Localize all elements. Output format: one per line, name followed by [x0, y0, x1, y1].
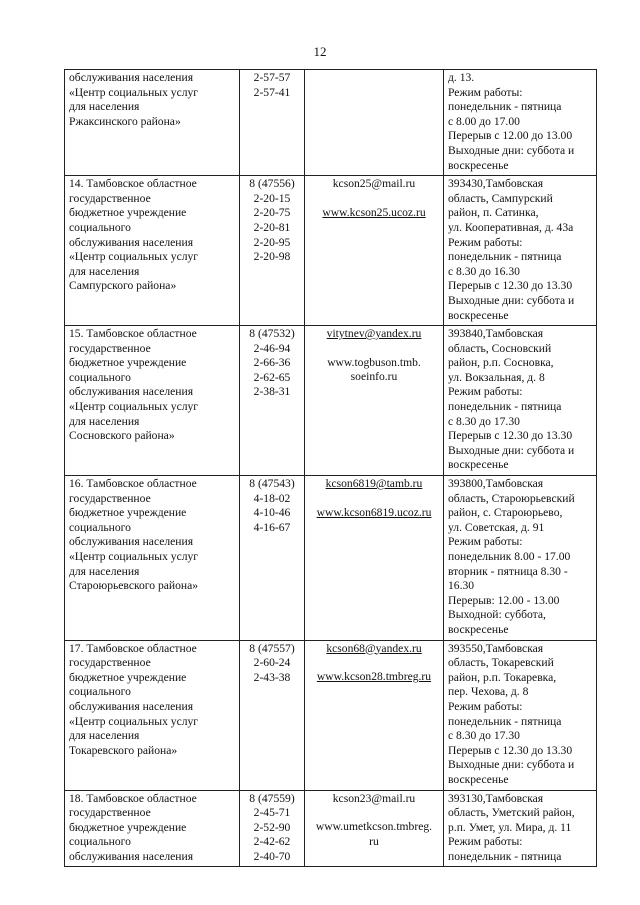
phone-number: 2-52-90: [253, 820, 291, 834]
contacts-cell: [305, 176, 444, 326]
cell-text-line: Выходной: суббота,: [448, 608, 546, 622]
cell-text-line: воскресенье: [448, 622, 509, 636]
cell-text-line: ул. Советская, д. 91: [448, 520, 545, 534]
cell-text-line: для населения: [69, 729, 140, 743]
cell-text-line: обслуживания населения: [69, 71, 194, 84]
phone-number: 2-20-75: [253, 206, 291, 220]
cell-text-line: понедельник 8.00 - 17.00: [448, 550, 571, 563]
cell-text-line: воскресенье: [448, 772, 509, 786]
cell-text-line: Режим работы:: [448, 835, 523, 849]
address-cell: [444, 476, 597, 641]
spacer: [307, 656, 441, 670]
contacts-cell: [305, 326, 444, 476]
email-link[interactable]: vitytnev@yandex.ru: [326, 327, 422, 341]
organization-cell: [65, 790, 240, 867]
page-number: 12: [313, 44, 327, 59]
cell-text-line: 393840,Тамбовская: [448, 327, 544, 341]
website-link[interactable]: soeinfo.ru: [350, 370, 398, 384]
cell-text-line: Выходные дни: суббота и: [448, 143, 575, 157]
cell-text-line: Выходные дни: суббота и: [448, 293, 575, 307]
email-link[interactable]: kcson68@yandex.ru: [326, 641, 422, 655]
phones-cell: [240, 326, 305, 476]
spacer: [307, 806, 441, 820]
cell-text-line: область, Сосновский: [448, 341, 552, 355]
phone-number: 8 (47557): [249, 641, 295, 655]
cell-text-line: 18. Тамбовское областное: [69, 791, 197, 805]
contacts-cell: [305, 790, 444, 867]
cell-text-line: понедельник - пятница: [448, 100, 562, 114]
cell-text-line: Сампурского района»: [69, 279, 177, 293]
phones-cell: [240, 176, 305, 326]
phone-number: 8 (47559): [249, 791, 295, 805]
address-cell: [444, 176, 597, 326]
phones-cell: [240, 476, 305, 641]
cell-text-line: «Центр социальных услуг: [69, 85, 199, 99]
cell-text-line: Перерыв с 12.30 до 13.30: [448, 279, 573, 293]
cell-text-line: понедельник - пятница: [448, 849, 562, 863]
cell-text-line: обслуживания населения: [69, 849, 194, 863]
cell-text-line: обслуживания населения: [69, 235, 194, 249]
spacer: [307, 192, 441, 206]
cell-text-line: 16. Тамбовское областное: [69, 477, 197, 491]
organization-cell: [65, 326, 240, 476]
cell-text-line: воскресенье: [448, 458, 509, 472]
cell-text-line: район, п. Сатинка,: [448, 206, 539, 220]
cell-text-line: социального: [69, 370, 131, 384]
cell-text-line: район, с. Староюрьево,: [448, 506, 563, 520]
organization-cell: [65, 176, 240, 326]
phone-number: 8 (47532): [249, 327, 295, 341]
address-cell: [444, 640, 597, 790]
cell-text-line: социального: [69, 835, 131, 849]
phone-number: 4-16-67: [253, 520, 291, 534]
cell-text-line: с 8.30 до 17.30: [448, 729, 520, 743]
cell-text-line: Выходные дни: суббота и: [448, 758, 575, 772]
website-link[interactable]: www.umetkcson.tmbreg.: [315, 820, 433, 834]
cell-text-line: Выходные дни: суббота и: [448, 443, 575, 457]
phone-number: 4-10-46: [253, 506, 291, 520]
cell-text-line: ул. Кооперативная, д. 43а: [448, 220, 574, 234]
phone-number: 2-20-15: [253, 191, 291, 205]
email-link[interactable]: kcson6819@tamb.ru: [325, 477, 423, 491]
cell-text-line: область, Староюрьевский: [448, 491, 575, 505]
email-link[interactable]: kcson23@mail.ru: [332, 791, 416, 805]
cell-text-line: Режим работы:: [448, 535, 523, 549]
cell-text-line: с 8.30 до 16.30: [448, 264, 520, 278]
cell-text-line: д. 13.: [448, 71, 475, 84]
cell-text-line: Режим работы:: [448, 385, 523, 399]
phone-number: 2-38-31: [253, 385, 291, 399]
cell-text-line: Режим работы:: [448, 699, 523, 713]
cell-text-line: Староюрьевского района»: [69, 579, 199, 593]
phone-number: 2-42-62: [253, 835, 291, 849]
cell-text-line: государственное: [69, 656, 151, 670]
phone-number: 2-62-65: [253, 370, 291, 384]
phone-number: 2-60-24: [253, 656, 291, 670]
cell-text-line: бюджетное учреждение: [69, 506, 187, 520]
address-cell: [444, 326, 597, 476]
cell-text-line: Токаревского района»: [69, 743, 178, 757]
cell-text-line: с 8.00 до 17.00: [448, 114, 520, 128]
cell-text-line: Режим работы:: [448, 85, 523, 99]
cell-text-line: государственное: [69, 806, 151, 820]
cell-text-line: бюджетное учреждение: [69, 670, 187, 684]
cell-text-line: для населения: [69, 564, 140, 578]
cell-text-line: Сосновского района»: [69, 429, 175, 443]
cell-text-line: 15. Тамбовское областное: [69, 327, 197, 341]
cell-text-line: с 8.30 до 17.30: [448, 414, 520, 428]
cell-text-line: социального: [69, 685, 131, 699]
cell-text-line: р.п. Умет, ул. Мира, д. 11: [448, 820, 572, 834]
cell-text-line: район, р.п. Сосновка,: [448, 356, 554, 370]
cell-text-line: район, р.п. Токаревка,: [448, 670, 557, 684]
phones-cell: [240, 70, 305, 176]
phone-number: 2-66-36: [253, 356, 291, 370]
address-cell: [444, 790, 597, 867]
spacer: [307, 492, 441, 506]
cell-text-line: 393550,Тамбовская: [448, 641, 544, 655]
cell-text-line: Перерыв с 12.30 до 13.30: [448, 429, 573, 443]
cell-text-line: бюджетное учреждение: [69, 206, 187, 220]
spacer: [307, 342, 441, 356]
cell-text-line: Перерыв: 12.00 - 13.00: [448, 593, 560, 607]
cell-text-line: понедельник - пятница: [448, 714, 562, 728]
cell-text-line: обслуживания населения: [69, 535, 194, 549]
table-row: [65, 70, 597, 176]
table-row: [65, 476, 597, 641]
cell-text-line: понедельник - пятница: [448, 250, 562, 264]
cell-text-line: Перерыв с 12.00 до 13.00: [448, 129, 573, 143]
cell-text-line: государственное: [69, 191, 151, 205]
cell-text-line: 17. Тамбовское областное: [69, 641, 197, 655]
phone-number: 2-43-38: [253, 670, 291, 684]
website-link[interactable]: www.togbuson.tmb.: [327, 355, 421, 369]
organizations-table: [64, 69, 597, 867]
phone-number: 2-45-71: [253, 806, 291, 820]
cell-text-line: обслуживания населения: [69, 385, 194, 399]
cell-text-line: область, Токаревский: [448, 656, 554, 670]
phones-cell: [240, 640, 305, 790]
organization-cell: [65, 476, 240, 641]
cell-text-line: для населения: [69, 414, 140, 428]
organization-cell: [65, 640, 240, 790]
phones-cell: [240, 790, 305, 867]
phone-number: 2-46-94: [253, 341, 291, 355]
website-link[interactable]: www.kcson25.ucoz.ru: [322, 205, 426, 219]
website-link[interactable]: www.kcson28.tmbreg.ru: [316, 670, 432, 684]
cell-text-line: «Центр социальных услуг: [69, 250, 199, 264]
cell-text-line: область, Уметский район,: [448, 806, 575, 820]
contacts-cell: [305, 476, 444, 641]
cell-text-line: государственное: [69, 491, 151, 505]
cell-text-line: Перерыв с 12.30 до 13.30: [448, 743, 573, 757]
phone-number: 8 (47543): [249, 477, 295, 491]
phone-number: 2-20-95: [253, 235, 291, 249]
cell-text-line: 14. Тамбовское областное: [69, 177, 197, 191]
table-row: [65, 640, 597, 790]
cell-text-line: «Центр социальных услуг: [69, 550, 199, 563]
cell-text-line: 393800,Тамбовская: [448, 477, 544, 491]
cell-text-line: для населения: [69, 264, 140, 278]
website-link[interactable]: www.kcson6819.ucoz.ru: [316, 505, 432, 519]
phone-number: 4-18-02: [253, 491, 291, 505]
phone-number: 2-57-57: [253, 71, 291, 84]
cell-text-line: Ржаксинского района»: [69, 114, 181, 128]
cell-text-line: для населения: [69, 100, 140, 114]
cell-text-line: понедельник - пятница: [448, 400, 562, 414]
phone-number: 2-40-70: [253, 849, 291, 863]
cell-text-line: социального: [69, 520, 131, 534]
cell-text-line: воскресенье: [448, 158, 509, 172]
address-cell: [444, 70, 597, 176]
cell-text-line: социального: [69, 220, 131, 234]
cell-text-line: «Центр социальных услуг: [69, 400, 199, 414]
cell-text-line: обслуживания населения: [69, 699, 194, 713]
contacts-cell: [305, 640, 444, 790]
cell-text-line: ул. Вокзальная, д. 8: [448, 370, 545, 384]
organization-cell: [65, 70, 240, 176]
cell-text-line: область, Сампурский: [448, 191, 553, 205]
phone-number: 2-57-41: [253, 85, 291, 99]
phone-number: 2-20-81: [253, 220, 291, 234]
table-row: [65, 326, 597, 476]
cell-text-line: 16.30: [448, 579, 475, 593]
email-link[interactable]: kcson25@mail.ru: [332, 177, 416, 191]
cell-text-line: бюджетное учреждение: [69, 820, 187, 834]
table-row: [65, 176, 597, 326]
cell-text-line: 393430,Тамбовская: [448, 177, 544, 191]
table-row: [65, 790, 597, 867]
cell-text-line: воскресенье: [448, 308, 509, 322]
phone-number: 2-20-98: [253, 250, 291, 264]
cell-text-line: Режим работы:: [448, 235, 523, 249]
cell-text-line: вторник - пятница 8.30 -: [448, 564, 568, 578]
cell-text-line: «Центр социальных услуг: [69, 714, 199, 728]
cell-text-line: государственное: [69, 341, 151, 355]
cell-text-line: бюджетное учреждение: [69, 356, 187, 370]
cell-text-line: 393130,Тамбовская: [448, 791, 544, 805]
website-link[interactable]: ru: [369, 834, 379, 848]
cell-text-line: пер. Чехова, д. 8: [448, 685, 529, 699]
phone-number: 8 (47556): [249, 177, 295, 191]
contacts-cell: [305, 70, 444, 176]
